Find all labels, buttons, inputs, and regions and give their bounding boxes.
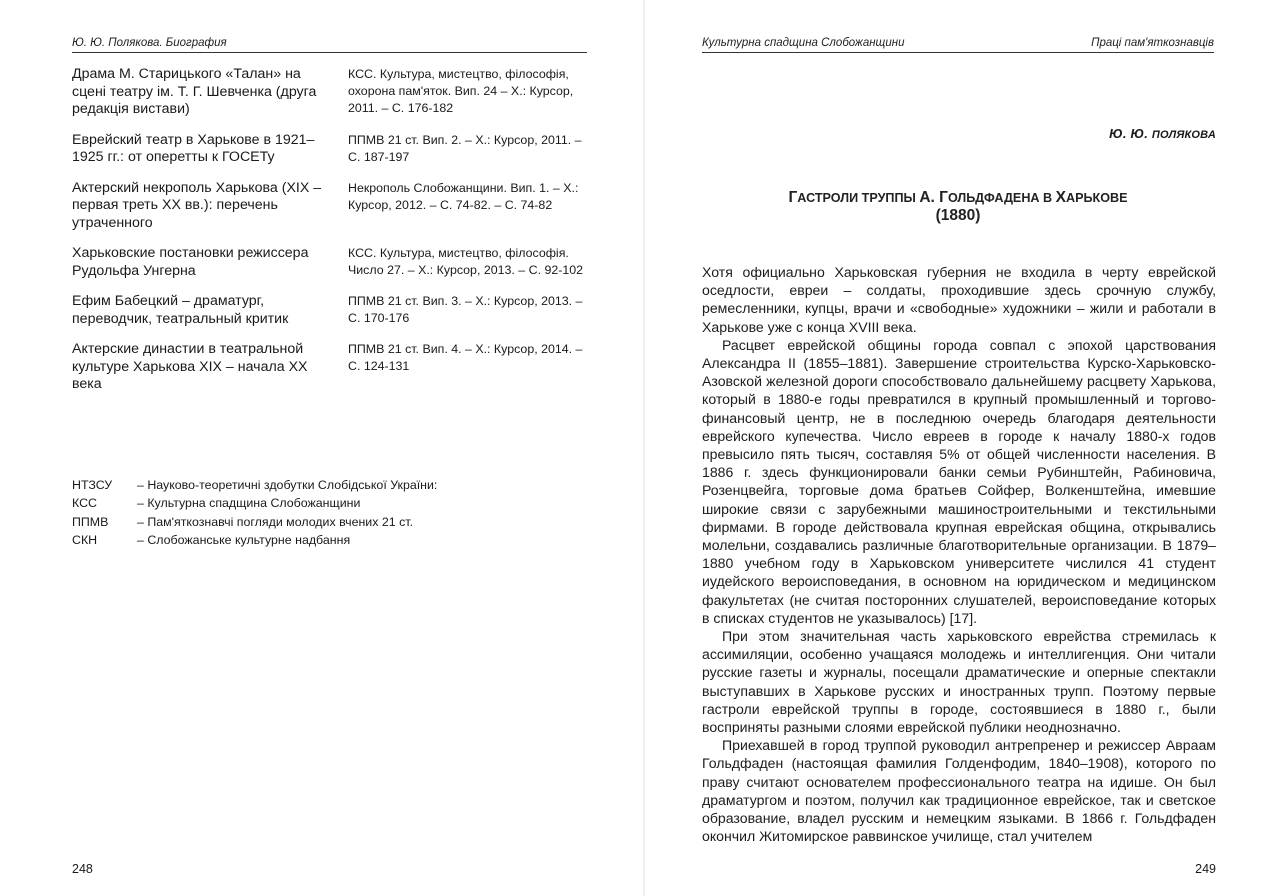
abbreviation-key: СКН bbox=[72, 533, 98, 548]
abbreviation-list bbox=[72, 476, 592, 550]
title-capital: А. Г bbox=[919, 189, 948, 206]
abbreviation-row bbox=[72, 476, 592, 494]
abbreviation-key: ППМВ bbox=[72, 514, 109, 529]
title-capital: Г bbox=[788, 189, 798, 206]
body-paragraph: При этом значительная часть харьковского еврейства стремилась к ассимиляции, особенно учащаяся молодежь и интеллигенция. Они читали русские газеты и журналы, посещали драматические и оперные спектакли выступавших в Харькове русских и иностранных трупп. Поэтому первые гастроли еврейской труппы в городе, состоявшиеся в 1880 г., были восприняты разными слоями еврейской публики неоднозначно. bbox=[702, 628, 1216, 736]
article-title-line-2: (1880) bbox=[935, 207, 981, 224]
publication-row bbox=[72, 132, 592, 167]
publication-title: Еврейский театр в Харькове в 1921–1925 гг.: от оперетты к ГОСЕТу bbox=[72, 131, 315, 165]
title-smallcaps: ОЛЬДФАДЕНА В bbox=[947, 191, 1056, 205]
publication-row bbox=[72, 341, 592, 394]
body-paragraph: Приехавшей в город труппой руководил антрепренер и режиссер Авраам Гольдфаден (настоящая фамилия Голденфодим, 1840–1908), которого по праву считают основателем профессионального театра на идише. Он был драматургом и поэтом, получил как традиционное еврейское, так и светское образование, владел русским и немецким языками. В 1866 г. Гольдфаден окончил Житомирское раввинское училище, стал учителем bbox=[702, 737, 1216, 845]
body-paragraph: Расцвет еврейской общины города совпал с эпохой царствования Александра II (1855–1881). Завершение строительства Курско-Харьковско-Азовской железной дороги способствовало дальнейшему расцвету Харькова, который в 1880-е годы превратился в крупный промышленный и торгово-финансовый центр, не в последнюю очередь благодаря деятельности еврейского купечества. Число евреев в городе к началу 1880-х годов превысило пять тысяч, составляя 5% от общей численности населения. В 1886 г. здесь функционировали банки семьи Рубинштейн, Рабиновича, Розенцвейга, торговые дома братьев Сойфер, Волкенштейна, имевшие широкие связи с зарубежными машиностроительными и текстильными фирмами. В городе действовала крупная еврейская община, открывались молельни, создавались различные благотворительные организации. В 1879–1880 учебном году в Харьковском университете числился 41 студент иудейского вероисповедания, в основном на юридическом и медицинском факультетах (не считая посторонних слушателей, вероисповедание которых в списках студентов не указывалось) [17]. bbox=[702, 336, 1216, 626]
abbreviation-key: НТЗСУ bbox=[72, 478, 113, 492]
page-number-right: 249 bbox=[1195, 862, 1216, 876]
publication-source: ППМВ 21 ст. Вип. 3. – Х.: Курсор, 2013. – С. 170-176 bbox=[348, 294, 583, 325]
article-author bbox=[1109, 126, 1216, 141]
publication-title: Актерские династии в театральной культуре Харькова XIX – начала XX века bbox=[72, 341, 308, 392]
abbreviation-row bbox=[72, 531, 592, 549]
page-number-left: 248 bbox=[72, 862, 93, 876]
right-page bbox=[644, 0, 1288, 896]
publication-source: ППМВ 21 ст. Вип. 2. – Х.: Курсор, 2011. – С. 187-197 bbox=[348, 132, 582, 164]
abbreviation-row bbox=[72, 494, 592, 512]
publication-list bbox=[72, 66, 592, 407]
publication-title: Актерский некрополь Харькова (XIX – первая треть XX вв.): перечень утраченного bbox=[72, 179, 322, 231]
article-body bbox=[702, 263, 1216, 846]
author-surname: ПОЛЯКОВА bbox=[1151, 129, 1216, 141]
title-capital: Х bbox=[1055, 189, 1066, 206]
abbreviation-value: – Слобожанське культурне надбання bbox=[137, 533, 351, 548]
publication-source: Некрополь Слобожанщини. Вип. 1. – Х.: Курсор, 2012. – С. 74-82. – С. 74-82 bbox=[348, 180, 579, 212]
publication-row bbox=[72, 245, 592, 280]
running-head-left-page: Ю. Ю. Полякова. Биография bbox=[72, 36, 587, 53]
publication-row bbox=[72, 66, 592, 119]
publication-row bbox=[72, 180, 592, 233]
abbreviation-key: КСС bbox=[72, 496, 97, 511]
title-smallcaps: АРЬКОВЕ bbox=[1065, 191, 1128, 205]
running-head-section: Праці пам'яткознавців bbox=[1091, 37, 1214, 49]
running-head-right-page bbox=[702, 36, 1214, 53]
publication-title: Харьковские постановки режиссера Рудольфа Унгерна bbox=[72, 245, 309, 279]
publication-source: КСС. Культура, мистецтво, філософія, охорона пам'яток. Вип. 24 – Х.: Курсор, 2011. – С. 176-182 bbox=[348, 67, 574, 115]
publication-source: КСС. Культура, мистецтво, філософія. Число 27. – Х.: Курсор, 2013. – С. 92-102 bbox=[348, 246, 584, 277]
abbreviation-value: – Пам'яткознавчі погляди молодих вчених 21 ст. bbox=[137, 514, 414, 529]
publication-row bbox=[72, 293, 592, 328]
abbreviation-row bbox=[72, 513, 592, 531]
publication-source: ППМВ 21 ст. Вип. 4. – Х.: Курсор, 2014. – С. 124-131 bbox=[348, 342, 583, 373]
abbreviation-value: – Культурна спадщина Слобожанщини bbox=[137, 496, 361, 511]
author-initials: Ю. Ю. bbox=[1109, 126, 1152, 141]
publication-title: Ефим Бабецкий – драматург, переводчик, театральный критик bbox=[72, 293, 289, 327]
article-title-line-1 bbox=[702, 189, 1214, 207]
article-title bbox=[702, 189, 1214, 224]
title-smallcaps: АСТРОЛИ ТРУППЫ bbox=[797, 191, 920, 205]
body-paragraph: Хотя официально Харьковская губерния не входила в черту еврейской оседлости, евреи – солдаты, проходившие здесь срочную службу, ремесленники, купцы, врачи и «свободные» художники – жили и работали в Харькове уже с конца XVIII века. bbox=[702, 264, 1216, 335]
abbreviation-value: – Науково-теоретичні здобутки Слобідської України: bbox=[137, 478, 438, 492]
publication-title: Драма М. Старицького «Талан» на сцені театру ім. Т. Г. Шевченка (друга редакція вистави) bbox=[72, 66, 317, 117]
running-head-journal: Культурна спадщина Слобожанщини bbox=[702, 37, 905, 49]
